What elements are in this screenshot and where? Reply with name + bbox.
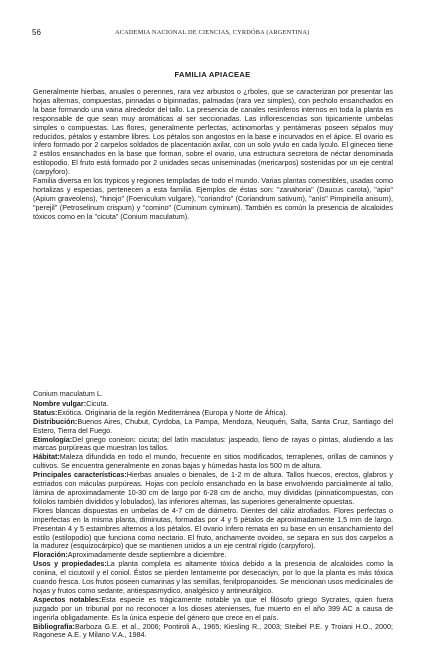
entry-label: Usos y propiedades:: [33, 559, 107, 569]
species-entry: [33, 596, 393, 623]
entry-label: Floración:: [33, 550, 68, 560]
entry-text: Exótica. Originaria de la región Mediterránea (Europa y Norte de África).: [57, 407, 288, 417]
species-entry: [33, 507, 393, 552]
entry-label: Etimología:: [33, 434, 73, 444]
entry-text: Esta especie es trágicamente notable ya que el filósofo griego Sycrates, quien fuera juzgado por un tribunal por no reconocer a los dioses atenienses, fue muerto en el año 399 AC a causa de ingerirla obligadamente. Es la única especie del género que crece en el país.: [33, 594, 393, 622]
entry-text: La planta completa es altamente tóxica debido a la presencia de alcaloides como la coniina, el cicutoxil y el coniol. Éstos se pierden lentamente por desecaciyn, por lo que la planta es más tóxica cuando fresca. Los frutos poseen cumarinas y las semillas, fenilpropanoides. Se mencionan usos medicinales de hojas y frutos como sedante, antiespasmydico, analgésico y antineurálgico.: [33, 559, 393, 595]
entry-label: Principales características:: [33, 470, 127, 480]
species-entry: [33, 436, 393, 454]
entry-text: Hierbas anuales o bienales, de 1-2 m de altura. Tallos huecos, erectos, glabros y estriados con máculas purpúreas. Hojas con pecíolo ensanchado en la base envolviendo parcialmente al tallo, lámina de aproximadamente 10-30 cm de largo por 6-28 cm de ancho, muy divididas (pinnaticompuestas, con folíolos también divididos y lobulados), las inferiores alternas, las superiores generalmente opuestas.: [33, 470, 394, 506]
species-entry: [33, 623, 393, 641]
entry-label: Status:: [33, 407, 58, 417]
entry-text: Buenos Aires, Chubut, Cyrdoba, La Pampa, Mendoza, Neuquén, Salta, Santa Cruz, Santiago del Estero, Tierra del Fuego.: [33, 416, 393, 435]
species-entry: [33, 418, 393, 436]
running-head: ACADEMIA NACIONAL DE CIENCIAS, CYRDÓBA (ARGENTINA): [115, 29, 310, 36]
family-description: Generalmente hierbas, anuales o perennes, rara vez arbustos o ¿rboles, que se caracterizan por presentar las hojas alternas, compuestas, pinnadas o bipinnadas, palmadas (rara vez simples), con pecholo ensanchados en la base formando una vaina alrededor del tallo. La presencia de canales resinferos internos en toda la planta es responsable de que sean muy aromáticas al ser seccionadas. Las inflorescencias son tipicamente umbelas simples o compuestas. Las flores, generalmente perfectas, actinomorfas y pentámeras poseen sépalos muy reducidos, pétalos y estambre libres. Los pétalos son angostos en la base e incurvados en el ápice. El ovario es ínfero formado por 2 carpelos soldados de placentación axilar, con un solo yvulo en cada lyculo. El gineceo tiene 2 estilos ensanchados en la base que forman, sobre el ovario, una estructura secretora de néctar denominada estilopodio. El fruto está formado por 2 unidades secas uniseminadas (mericarpos) sostenidas por un eje central (carpyforo).: [33, 87, 393, 177]
entry-text: Barboza G.E. et al., 2006; Pontiroli A., 1965; Kiesling R., 2003; Steibel P.E. y Troiani H.O., 2000; Ragonese A.E. y Milano V.A., 1984.: [33, 621, 393, 640]
page-number: 56: [32, 28, 41, 37]
entry-label: Bibliografía:: [33, 621, 75, 631]
entry-text: Cicuta.: [86, 398, 109, 408]
entry-text: Del griego coneion: cicuta; del latín maculatus: jaspeado, lleno de rayas o pintas, aludiendo a las marcas purpúreas que muestran los tallos.: [33, 434, 393, 453]
family-distribution: Familia diversa en los trypicos y regiones templadas de todo el mundo. Varias plantas comestibles, usadas como hortalizas y especias, pertenecen a esta familia. Ejemplos de éstas son: "zanahoria" (Daucus carota), "apio" (Apium graveolens), "hinojo" (Foeniculum vulgare), "coriandro" (Coriandrum sativum), "anís" Pimpinella anisum), "perejil" (Petroselinum crispum) y "comino" (Cuminum cyminum). También es común la presencia de alcaloides tóxicos como en la "cicuta" (Conium maculatum).: [33, 176, 393, 221]
species-name: Conium maculatum L.: [33, 389, 103, 398]
entry-label: Distribución:: [33, 416, 78, 426]
species-entry: [33, 560, 393, 596]
entry-label: Hábitat:: [33, 452, 60, 462]
family-description-section: [33, 88, 393, 222]
entry-text: Maleza difundida en todo el mundo, frecuente en sitios modificados, terraplenes, orillas de caminos y cultivos. Se encuentra generalmente en zonas bajas y húmedas hasta los 500 m de altura.: [33, 452, 393, 471]
page-header: [32, 27, 401, 39]
species-entries: [33, 400, 393, 640]
species-section: [33, 390, 393, 640]
species-entry: [33, 471, 393, 507]
family-title: FAMILIA APIACEAE: [174, 70, 251, 79]
entry-label: Aspectos notables:: [33, 594, 102, 604]
entry-text: Flores blancas dispuestas en umbelas de 4-7 cm de diámetro. Dientes del cáliz atrofiados. Flores perfectas o imperfectas en la misma planta, diminutas, formadas por 4 y 5 pétalos de aproximadamente 1,5 mm de largo. Presentan 4 y 5 estambres alternos a los pétalos. El ovario ínfero remata en su base en un ensanchamiento del estilo (estilopodio) que funciona como nectario. El fruto, anchamente ovoideo, se separa en sus dos carpelos a la madurez (esquizocárpico) que se mantienen unidos a un eje central rígido (carpyforo).: [33, 505, 393, 551]
entry-text: Aproximadamente desde septiembre a diciembre.: [67, 550, 227, 560]
entry-label: Nombre vulgar:: [33, 398, 87, 408]
species-entry: [33, 453, 393, 471]
